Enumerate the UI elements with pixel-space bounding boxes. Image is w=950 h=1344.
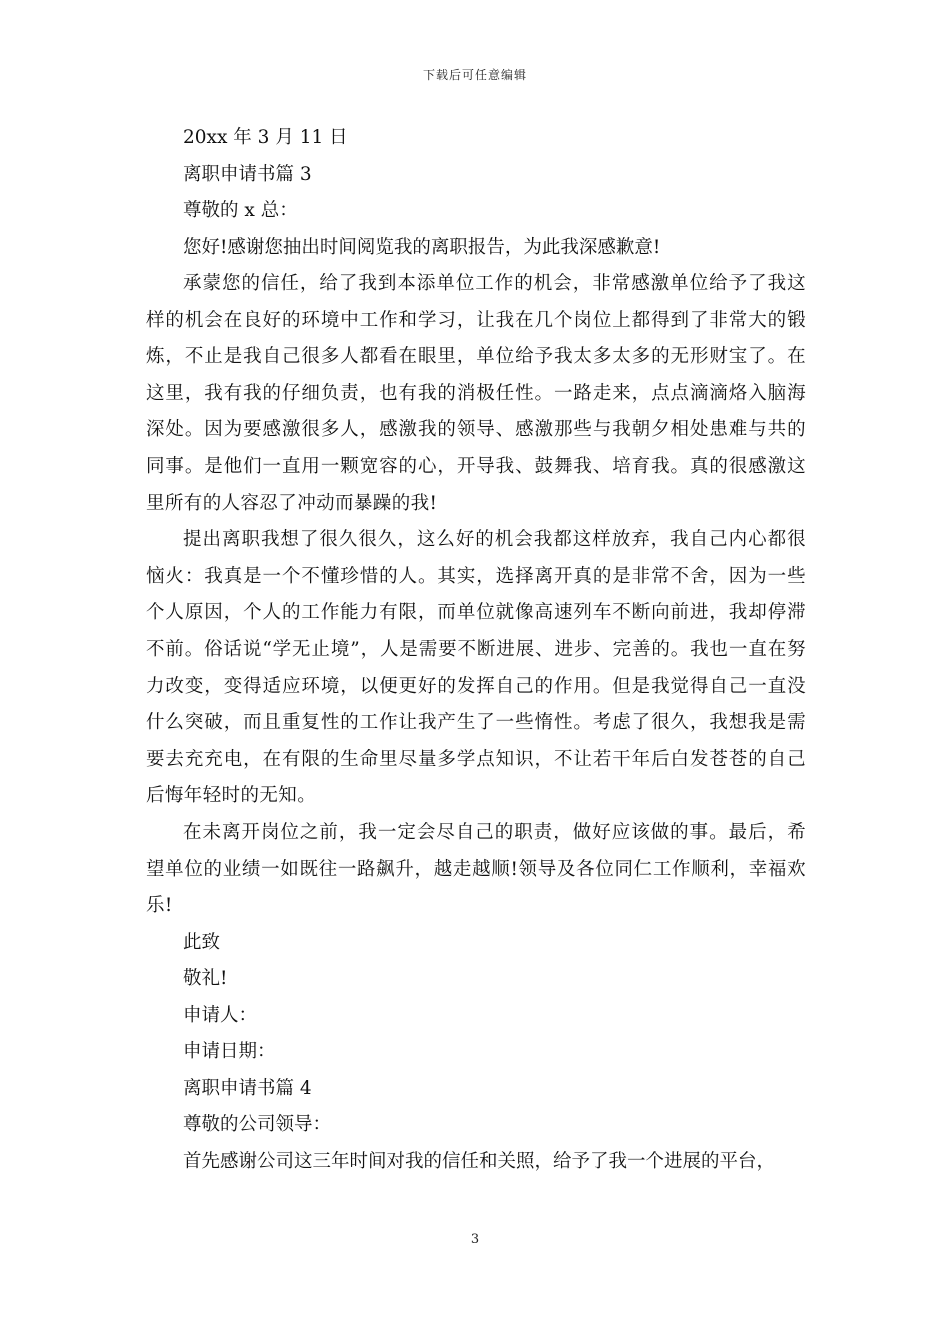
document-body <box>146 120 806 1180</box>
salutation: 尊敬的 x 总： <box>183 200 298 221</box>
header-note: 下载后可任意编辑 <box>422 68 527 82</box>
closing-salute: 敬礼! <box>183 968 228 990</box>
section-title: 离职申请书篇 3 <box>183 163 312 185</box>
page-number: 3 <box>470 1232 480 1247</box>
letter-date: 20xx 年 3 月 11 日 <box>183 127 348 148</box>
closing-line: 此致 <box>183 931 221 953</box>
body-paragraph-2: 提出离职我想了很久很久，这么好的机会我都这样放弃，我自己内心都很恼火：我真是一个不懂珍惜的人。其实，选择离开真的是非常不舍，因为一些个人原因，个人的工作能力有限，而单位就像高速列车不断向前进，我却停滞不前。俗话说“学无止境”，人是需要不断进展、进步、完善的。我也一直在努力改变，变得适应环境，以便更好的发挥自己的作用。但是我觉得自己一直没什么突破，而且重复性的工作让我产生了一些惰性。考虑了很久，我想我是需要去充充电，在有限的生命里尽量多学点知识，不让若干年后白发苍苍的自己后悔年轻时的无知。 <box>146 529 806 807</box>
apply-date-label: 申请日期： <box>183 1041 276 1063</box>
section-title-4: 离职申请书篇 4 <box>183 1077 312 1099</box>
salutation-4: 尊敬的公司领导： <box>183 1114 332 1136</box>
body-paragraph-4-start: 首先感谢公司这三年时间对我的信任和关照，给予了我一个进展的平台， <box>183 1150 776 1172</box>
applicant-label: 申请人： <box>183 1004 258 1026</box>
greeting: 您好!感谢您抽出时间阅览我的离职报告，为此我深感歉意! <box>183 236 661 258</box>
body-paragraph-1: 承蒙您的信任，给了我到本添单位工作的机会，非常感激单位给予了我这样的机会在良好的环境中工作和学习，让我在几个岗位上都得到了非常大的锻炼，不止是我自己很多人都看在眼里，单位给予我太多太多的无形财宝了。在这里，我有我的仔细负责，也有我的消极任性。一路走来，点点滴滴烙入脑海深处。因为要感激很多人，感激我的领导、感激那些与我朝夕相处患难与共的同事。是他们一直用一颗宽容的心，开导我、鼓舞我、培育我。真的很感激这里所有的人容忍了冲动而暴躁的我! <box>146 273 806 514</box>
body-paragraph-3: 在未离开岗位之前，我一定会尽自己的职责，做好应该做的事。最后，希望单位的业绩一如既往一路飙升，越走越顺!领导及各位同仁工作顺利，幸福欢乐! <box>146 821 806 917</box>
